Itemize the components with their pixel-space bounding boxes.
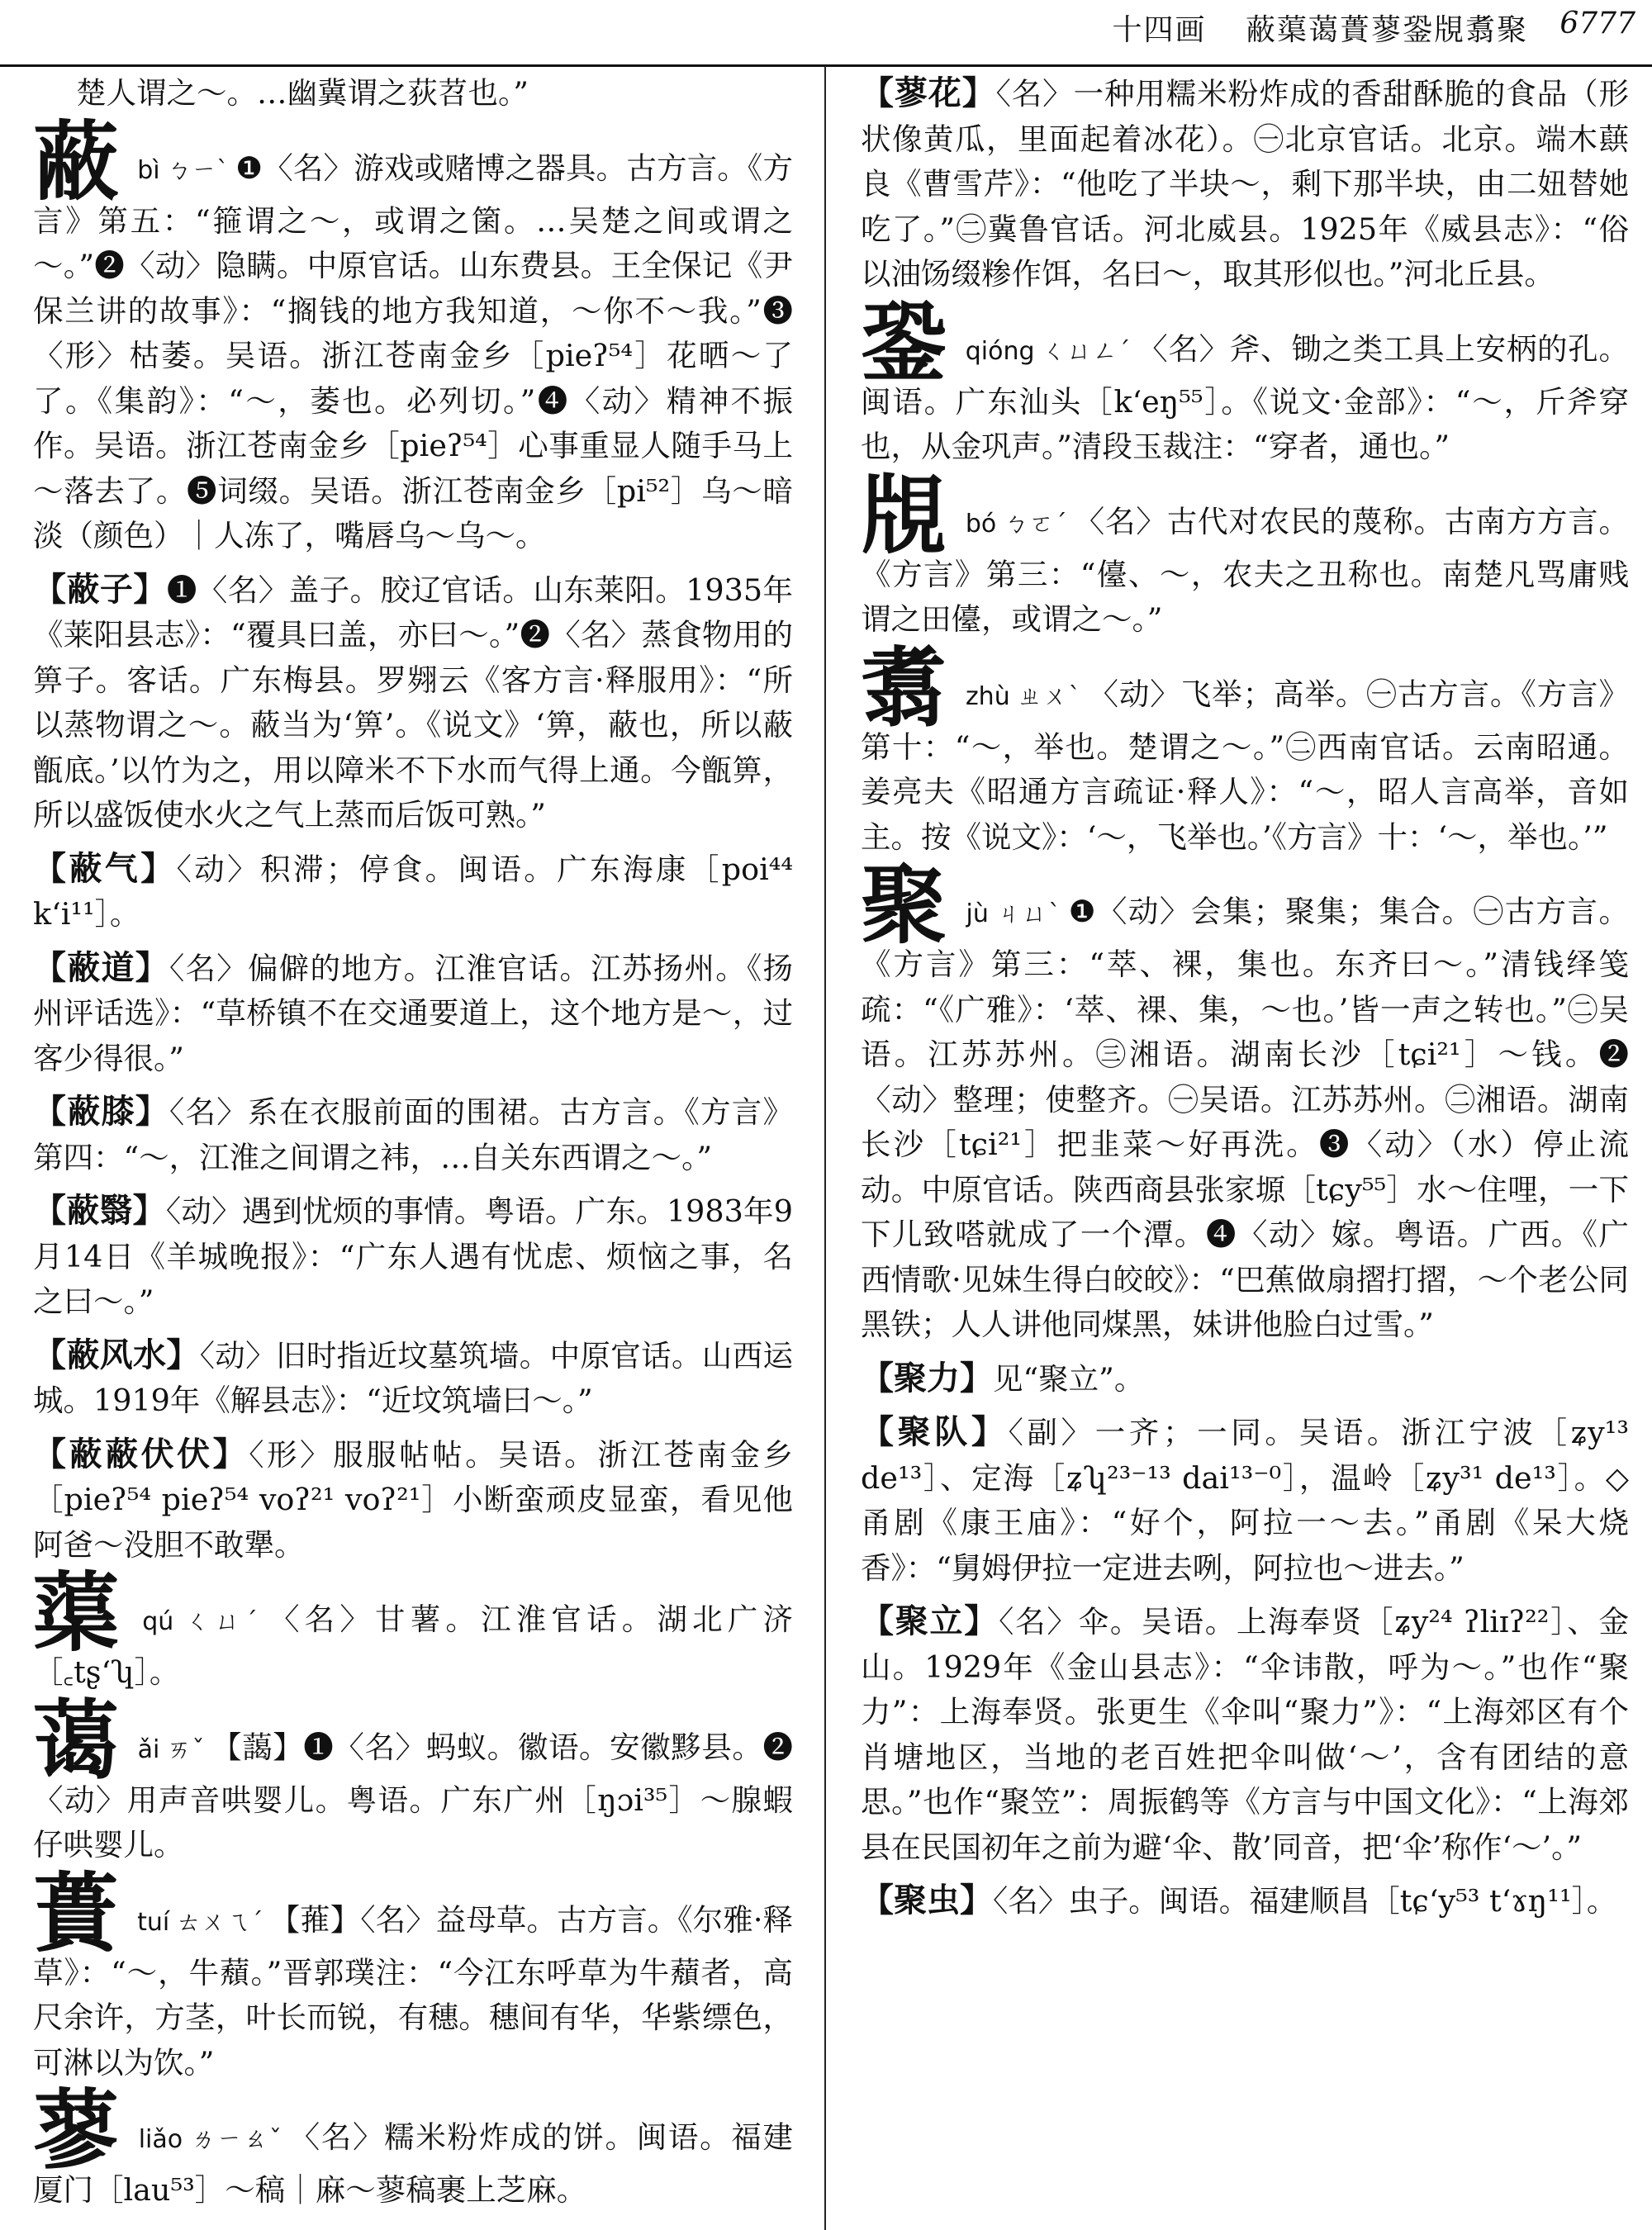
entry-definition: ❶〈名〉盖子。胶辽官话。山东莱阳。1935年《莱阳县志》：“覆具曰盖，亦曰～。”❷〈名〉蒸食物用的箅子。客话。广东梅县。罗翙云《客方言·释服用》：“所以蒸物谓之～。蔽当为‘箅’。《说文》‘箅，蔽也，所以蔽甑底。’以竹为之，用以障米不下水而气得上通。今甑箅，所以盛饭使水火之气上蒸而后饭可熟。”: [33, 572, 793, 833]
stroke-count-label: 十四画: [1112, 13, 1207, 47]
dictionary-entry: [861, 291, 1629, 470]
headword-char: 覑: [861, 463, 947, 566]
dictionary-entry: [861, 854, 1629, 1348]
entry-definition: 〈动〉旧时指近坟墓筑墙。中原官话。山西运城。1919年《解县志》：“近坟筑墙曰～。”: [33, 1337, 793, 1418]
dictionary-entry: [33, 2080, 793, 2213]
entry-continuation: 楚人谓之～。…幽冀谓之荻苕也。”: [76, 75, 529, 111]
compound-headword: 【聚虫】: [861, 1881, 993, 1919]
compound-entry: [33, 1333, 793, 1424]
pinyin-reading: jù: [966, 899, 989, 928]
compound-entry: [33, 1432, 793, 1568]
entry-definition: 〈名〉一种用糯米粉炸成的香甜酥脆的食品（形状像黄瓜，里面起着冰花）。㊀北京官话。北京。端木蕻良《曹雪芹》：“他吃了半块～，剩下那半块，由二妞替她吃了。”㊁冀鲁官话。河北威县。1925年《威县志》：“俗以油饧缀糁作饵，名曰～，取其形似也。”河北丘县。: [861, 76, 1629, 292]
headword-char: 蔼: [33, 1689, 120, 1791]
pinyin-reading: bó: [965, 509, 997, 539]
headword-char: 銎: [861, 291, 947, 393]
entry-definition: 〈名〉斧、锄之类工具上安柄的孔。闽语。广东汕头［kʻeŋ⁵⁵］。《说文·金部》：“～，斤斧穿也，从金巩声。”清段玉裁注：“穿者，通也。”: [861, 330, 1629, 464]
compound-entry: [33, 847, 793, 937]
pinyin-reading: zhù: [965, 681, 1010, 711]
right-column: [861, 71, 1629, 2218]
pinyin-reading: ǎi: [137, 1734, 160, 1764]
entry-definition: 〈动〉遇到忧烦的事情。粤语。广东。1983年9月14日《羊城晚报》：“广东人遇有忧虑、烦恼之事，名之曰～。”: [33, 1193, 793, 1319]
compound-entry: [33, 567, 793, 838]
column-divider: [824, 66, 826, 2230]
zhuyin-reading: ㄊㄨㄟˊ: [176, 1907, 263, 1937]
compound-headword: 【聚队】: [861, 1412, 1009, 1451]
compound-entry: [33, 1189, 793, 1325]
zhuyin-reading: ㄞˇ: [166, 1734, 206, 1764]
entry-definition: ❶〈名〉游戏或赌博之器具。古方言。《方言》第五：“箍谓之～，或谓之箘。…吴楚之间或谓之～。”❷〈动〉隐瞒。中原官话。山东费县。王全保记《尹保兰讲的故事》：“搁钱的地方我知道，～你不～我。”❸〈形〉枯萎。吴语。浙江苍南金乡［pieʔ⁵⁴］花晒～了了。《集韵》：“～，萎也。必列切。”❹〈动〉精神不振作。吴语。浙江苍南金乡［pieʔ⁵⁴］心事重显人随手马上～落去了。❺词缀。吴语。浙江苍南金乡［pi⁵²］乌～暗淡（颜色）｜人冻了，嘴唇乌～乌～。: [33, 149, 793, 553]
page-header: [0, 0, 1652, 67]
entry-definition: 〈动〉积滞；停食。闽语。广东海康［poi⁴⁴ kʻi¹¹］。: [33, 851, 793, 932]
headword-char: 蓼: [33, 2080, 121, 2181]
pinyin-reading: qióng: [965, 336, 1035, 366]
headword-char: 聚: [861, 854, 948, 956]
compound-headword: 【聚力】: [861, 1358, 993, 1397]
entry-definition: 【藹】❶〈名〉蚂蚁。徽语。安徽黟县。❷〈动〉用声音哄婴儿。粤语。广东广州［ŋɔi³⁵］～腺蝦仔哄婴儿。: [33, 1729, 793, 1862]
dictionary-entry: [33, 1862, 793, 2086]
compound-headword: 【聚立】: [861, 1601, 999, 1640]
entry-definition: ❶〈动〉会集；聚集；集合。㊀古方言。《方言》第三：“萃、裸，集也。东齐曰～。”清钱绎笺疏：“《广雅》：‘萃、裸、集，～也。’皆一声之转也。”㊁吴语。江苏苏州。㊂湘语。湖南长沙［tɕi²¹］～钱。❷〈动〉整理；使整齐。㊀吴语。江苏苏州。㊁湘语。湖南长沙［tɕi²¹］把韭菜～好再洗。❸〈动〉（水）停止流动。中原官话。陕西商县张家塬［tɕy⁵⁵］水～住哩，一下下儿致嗒就成了一个潭。❹〈动〉嫁。粤语。广西。《广西情歌·见妹生得白皎皎》：“巴蕉做扇摺打摺，～个老公同黑铁；人人讲他同煤黑，妹讲他脸白过雪。”: [861, 894, 1629, 1342]
entry-definition: 见“聚立”。: [993, 1360, 1145, 1397]
entry-definition: 〈形〉服服帖帖。吴语。浙江苍南金乡［pieʔ⁵⁴ pieʔ⁵⁴ voʔ²¹ voʔ²¹］小断蛮顽皮显蛮，看见他阿爸～没胆不敢犟。: [33, 1436, 793, 1563]
compound-entry: [861, 1878, 1629, 1924]
headword-char: 翥: [861, 636, 947, 738]
pinyin-reading: tuí: [137, 1907, 170, 1937]
entry-definition: 〈副〉一齐；一同。吴语。浙江宁波［ʑy¹³ de¹³］、定海［ʑʮ²³⁻¹³ dai¹³⁻⁰］，温岭［ʑy³¹ de¹³］。◇甬剧《康王庙》：“好个，阿拉一～去。”甬剧《呆大烧香》：“舅姆伊拉一定进去咧，阿拉也～进去。”: [861, 1415, 1629, 1586]
entry-definition: 〈名〉虫子。闽语。福建顺昌［tɕʻy⁵³ tʻɤŋ¹¹］。: [993, 1883, 1617, 1919]
compound-headword: 【蔽翳】: [33, 1191, 166, 1230]
compound-headword: 【蔽蔽伏伏】: [33, 1434, 249, 1473]
compound-entry: [861, 1599, 1629, 1870]
compound-entry: [861, 71, 1629, 297]
entry-definition: 〈动〉飞举；高举。㊀古方言。《方言》第十：“～，举也。楚谓之～。”㊁西南官话。云南昭通。姜亮夫《昭通方言疏证·释人》：“～，昭人言高举，音如主。按《说文》：‘～，飞举也。’《方言》十：‘～，举也。’”: [861, 676, 1629, 855]
dictionary-entry: [33, 1689, 793, 1868]
headword-char: 蔽: [33, 110, 120, 212]
dictionary-entry: [33, 1562, 793, 1696]
zhuyin-reading: ㄑㄩㄥˊ: [1041, 336, 1132, 366]
compound-headword: 【蔽道】: [33, 947, 169, 987]
entry-definition: 〈名〉糯米粉炸成的饼。闽语。福建厦门［lau⁵³］～稿｜麻～蓼稿裹上芝麻。: [33, 2119, 793, 2208]
entry-definition: 〈名〉伞。吴语。上海奉贤［ʑy²⁴ ʔliɪʔ²²］、金山。1929年《金山县志》：“伞讳散，呼为～。”也作“聚力”：上海奉贤。张更生《伞叫“聚力”》：“上海郊区有个肖塘地区，当地的老百姓把伞叫做‘～’，含有团结的意思。”也作“聚笠”：周振鹤等《方言与中国文化》：“上海郊县在民国初年之前为避‘伞、散’同音，把‘伞’称作‘～’。”: [861, 1604, 1629, 1865]
left-column: [33, 71, 793, 2218]
pinyin-reading: qú: [142, 1607, 174, 1636]
entry-definition: 【蓷】〈名〉益母草。古方言。《尔雅·释草》：“～，牛蘈。”晋郭璞注：“今江东呼草为牛蘈者，高尺余许，方茎，叶长而锐，有穗。穗间有华，华紫缥色，可淋以为饮。”: [33, 1901, 793, 2081]
page-characters: 蔽蕖蔼蕢蓼銎覑翥聚: [1245, 13, 1528, 47]
zhuyin-reading: ㄅㄛˊ: [1003, 509, 1068, 539]
compound-entry: [861, 1410, 1629, 1591]
pinyin-reading: liǎo: [138, 2125, 183, 2154]
zhuyin-reading: ㄐㄩˋ: [995, 899, 1062, 928]
headword-char: 蕖: [33, 1562, 125, 1663]
page-number: 6777: [1559, 7, 1635, 40]
compound-entry: [33, 1089, 793, 1180]
headword-char: 蕢: [33, 1862, 120, 1964]
compound-headword: 【蔽膝】: [33, 1092, 169, 1131]
entry-definition: 〈名〉偏僻的地方。江淮官话。江苏扬州。《扬州评话选》：“草桥镇不在交通要道上，这个地方是～，过客少得很。”: [33, 950, 793, 1076]
running-head: [1113, 7, 1528, 49]
zhuyin-reading: ㄅㄧˋ: [166, 155, 230, 185]
zhuyin-reading: ㄓㄨˋ: [1016, 681, 1082, 711]
entry-definition: 〈名〉系在衣服前面的围裙。古方言。《方言》第四：“～，江淮之间谓之袆，…自关东西谓之～。”: [33, 1094, 793, 1175]
compound-headword: 【蔽风水】: [33, 1335, 200, 1374]
dictionary-entry: [33, 110, 793, 559]
entry-definition: 〈名〉甘薯。江淮官话。湖北广济［꜀tʂʻʮ］。: [33, 1601, 793, 1690]
entry-definition: 〈名〉古代对农民的蔑称。古南方方言。《方言》第三：“儓、～，农夫之丑称也。南楚凡骂庸贱谓之田儓，或谓之～。”: [861, 503, 1629, 637]
compound-headword: 【蓼花】: [861, 74, 996, 112]
zhuyin-reading: ㄌㄧㄠˇ: [189, 2125, 283, 2154]
compound-headword: 【蔽子】: [33, 569, 167, 609]
dictionary-entry: [861, 636, 1629, 861]
compound-entry: [33, 946, 793, 1082]
dictionary-entry: [861, 463, 1629, 643]
zhuyin-reading: ㄑㄩˊ: [180, 1607, 263, 1636]
compound-entry: [861, 1356, 1629, 1402]
compound-headword: 【蔽气】: [33, 848, 177, 888]
pinyin-reading: bì: [137, 155, 160, 185]
